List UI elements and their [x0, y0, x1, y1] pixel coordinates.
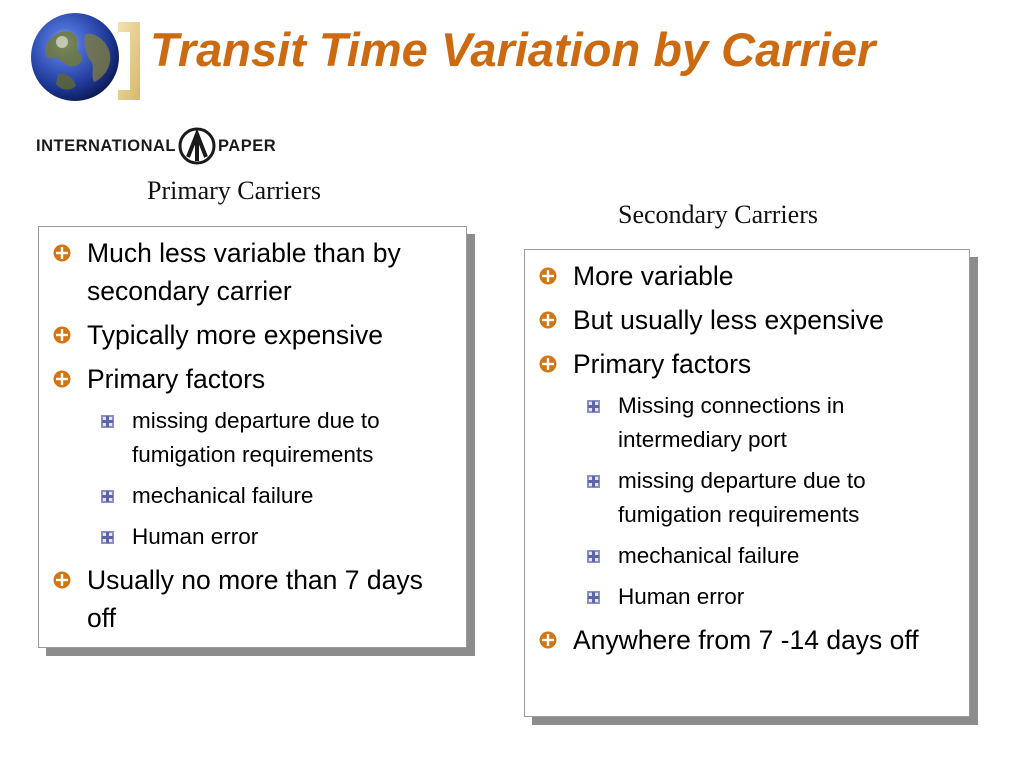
list-item: Typically more expensive — [39, 316, 458, 354]
sub-bullet-icon — [587, 400, 600, 413]
bullet-icon — [53, 370, 71, 388]
sub-bullet-icon — [587, 550, 600, 563]
sub-list-item: missing departure due to fumigation requirements — [39, 404, 458, 472]
list-item: Much less variable than by secondary carrier — [39, 234, 458, 310]
sub-bullet-icon — [101, 531, 114, 544]
sub-list-item: mechanical failure — [525, 539, 961, 573]
list-item: But usually less expensive — [525, 301, 961, 339]
sub-list-item: mechanical failure — [39, 479, 458, 513]
bullet-icon — [539, 631, 557, 649]
secondary-carriers-box — [524, 249, 970, 717]
sub-list-item: Human error — [39, 520, 458, 554]
sub-bullet-icon — [101, 415, 114, 428]
list-item: Primary factors — [39, 360, 458, 398]
globe-icon — [30, 12, 120, 102]
logo-right-text: PAPER — [218, 136, 277, 155]
list-item: Usually no more than 7 days off — [39, 561, 458, 637]
sub-bullet-icon — [587, 475, 600, 488]
international-paper-emblem-icon — [178, 127, 216, 165]
bullet-icon — [53, 244, 71, 262]
logo-left-text: INTERNATIONAL — [36, 136, 177, 155]
bullet-icon — [53, 326, 71, 344]
bullet-icon — [539, 267, 557, 285]
secondary-bullet-list — [525, 257, 961, 659]
sub-list-item: Missing connections in intermediary port — [525, 389, 961, 457]
sub-bullet-icon — [587, 591, 600, 604]
bullet-icon — [539, 355, 557, 373]
bullet-icon — [539, 311, 557, 329]
international-paper-logo — [36, 127, 276, 165]
bullet-icon — [53, 571, 71, 589]
list-item: Anywhere from 7 -14 days off — [525, 621, 961, 659]
primary-bullet-list — [39, 234, 458, 637]
primary-carriers-heading: Primary Carriers — [147, 176, 322, 205]
sub-list-item: missing departure due to fumigation requirements — [525, 464, 961, 532]
list-item: More variable — [525, 257, 961, 295]
secondary-carriers-heading: Secondary Carriers — [618, 200, 818, 229]
list-item: Primary factors — [525, 345, 961, 383]
sub-bullet-icon — [101, 490, 114, 503]
sub-list-item: Human error — [525, 580, 961, 614]
globe-logo — [30, 12, 140, 102]
slide-title: Transit Time Variation by Carrier — [150, 23, 876, 76]
primary-carriers-box — [38, 226, 467, 648]
